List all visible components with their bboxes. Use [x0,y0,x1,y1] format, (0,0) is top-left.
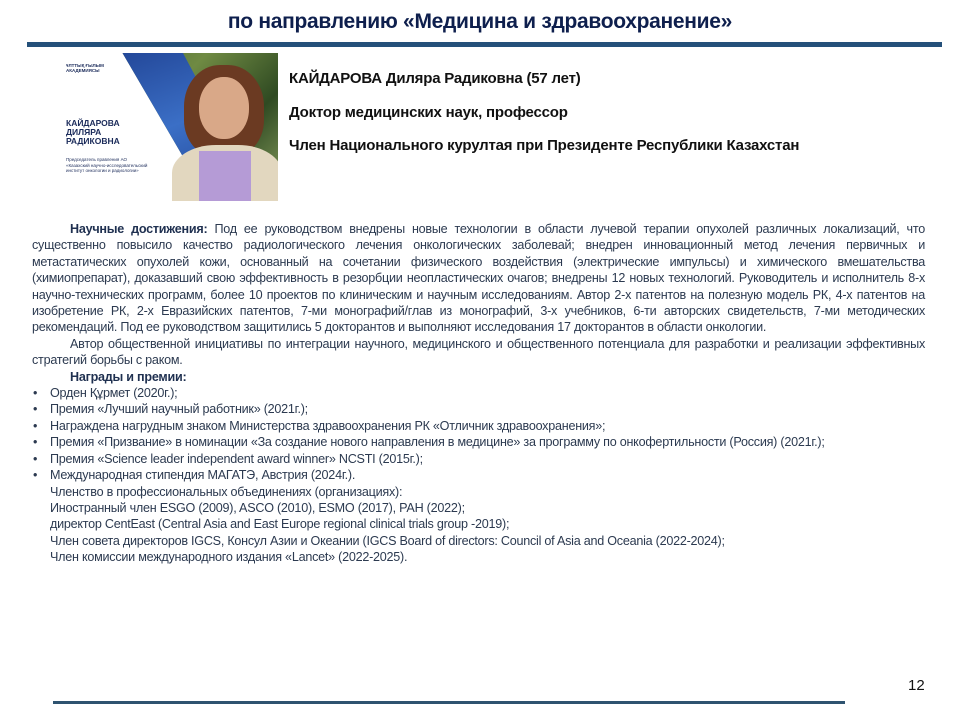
slide-title: по направлению «Медицина и здравоохранение» [227,10,733,33]
initiative-paragraph: Автор общественной инициативы по интеграции научного, медицинского и общественного потенциала для разработки и реализации эффективных стратегий борьбы с раком. [32,336,925,368]
membership-line: Член совета директоров IGCS, Консул Азии и Океании (IGCS Board of directors: Council of Asia and Oceania (2022-2024); [50,533,725,548]
biography-body [32,221,925,566]
awards-list [32,385,925,483]
footer-divider [53,701,845,704]
membership-line: Член комиссии международного издания «Lancet» (2022-2025). [50,550,408,565]
portrait-photo [62,53,278,201]
award-item: • Международная стипендия МАГАТЭ, Австрия (2024г.). [32,467,925,483]
photo-name-line: РАДИКОВНА [66,136,120,146]
academy-logo: ҰЛТТЫҚ ҒЫЛЫМ АКАДЕМИЯСЫ [66,63,104,73]
person-name: КАЙДАРОВА Диляра Радиковна (57 лет) [289,70,581,87]
award-item: • Премия «Призвание» в номинации «За создание нового направления в медицине» за программу по онкофертильности (Россия) (2021г.); [32,434,925,450]
photo-name-text [66,119,120,146]
achievements-text: Под ее руководством внедрены новые технологии в области лучевой терапии опухолей различных локализаций, что существенно повысило качество радиологического лечения онкологических заболевай; внедрен инновационный метод лечения первичных и метастатических опухолей кожи, основанный на сочетании физического воздействия (электрические импульсы) и химического вмешательства (химиопрепарат), доказавший свою эффективность в резорбции неопластических очагов; внедрены 12 новых технологий. Руководитель и исполнитель 8-х научно-технических программ, более 10 проектов по клиническим и научным исследованиям. Автор 2-х патентов на полезную модель РК, 4-х патентов на изобретение РК, 2-х Евразийских патентов, 7-ми монографий/глав из монографий, 3-х учебников, 6-ти авторских свидетельств, 7-ми методических рекомендаций. Под ее руководством защитились 5 докторантов и выполняют исследования 17 докторантов в области онкологии. [32,222,925,335]
membership-line: Членство в профессиональных объединениях (организациях): [50,484,403,499]
award-item: • Премия «Science leader independent award winner» NCSTI (2015г.); [32,451,925,467]
membership-line: Иностранный член ESGO (2009), ASCO (2010), ESMO (2017), РАН (2022); [50,500,465,515]
person-position: Член Национального курултая при Президенте Республики Казахстан [289,137,800,154]
award-item: • Премия «Лучший научный работник» (2021г.); [32,401,925,417]
award-item: • Орден Құрмет (2020г.); [32,385,925,401]
photo-person-face [199,77,249,139]
membership-line: директор CentEast (Central Asia and East Europe regional clinical trials group -2019); [50,517,510,532]
achievements-paragraph [32,221,925,336]
award-item: • Награждена нагрудным знаком Министерства здравоохранения РК «Отличник здравоохранения»; [32,418,925,434]
photo-caption: Председатель правления АО «Казахский научно-исследовательский институт онкологии и радиологии» [66,157,148,173]
person-degree: Доктор медицинских наук, профессор [289,103,568,121]
photo-person-shirt [199,151,251,201]
header-divider [27,42,942,47]
photo-name-line: ДИЛЯРА [66,127,102,137]
photo-name-line: КАЙДАРОВА [66,118,120,128]
person-info [289,70,799,171]
achievements-label: Научные достижения: [70,222,208,236]
page-number: 12 [908,677,925,694]
awards-heading: Награды и премии: [70,369,187,384]
